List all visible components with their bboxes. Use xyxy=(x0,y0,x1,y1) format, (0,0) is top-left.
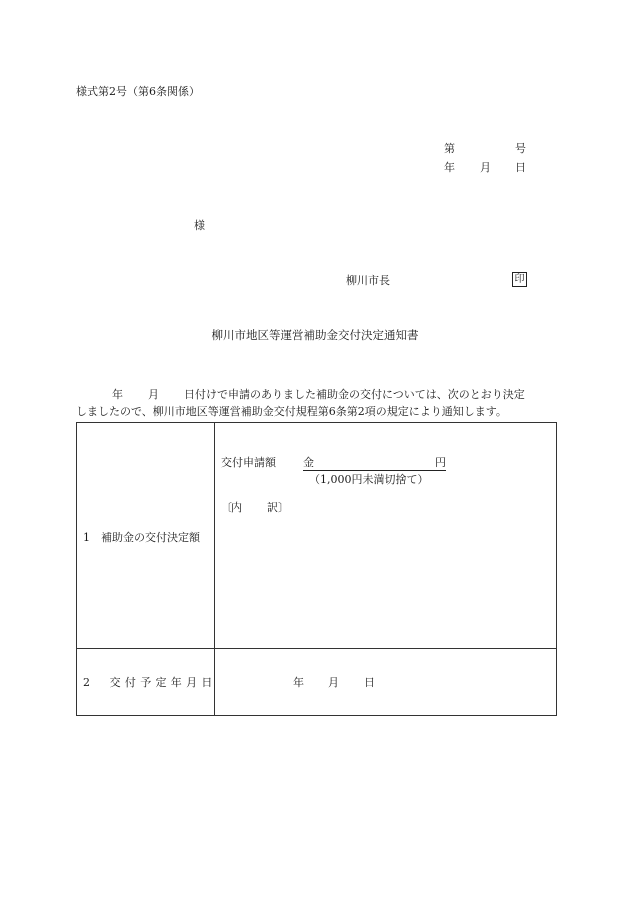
issue-date-year: 年 xyxy=(444,161,455,174)
body-year: 年 xyxy=(112,388,123,401)
addressee-honorific: 様 xyxy=(194,219,205,232)
body-line-1-text: 日付けで申請のありました補助金の交付については、次のとおり決定 xyxy=(184,388,525,401)
document-title: 柳川市地区等運営補助金交付決定通知書 xyxy=(211,328,419,342)
row-2-label: 2 交付予定年月日 xyxy=(83,676,217,689)
table-row-divider xyxy=(77,648,556,649)
amount-yen: 円 xyxy=(435,456,446,469)
rounding-note: （1,000円未満切捨て） xyxy=(309,473,429,486)
scheduled-date-day: 日 xyxy=(364,676,375,689)
document-number-suffix: 号 xyxy=(515,142,526,155)
request-amount-label: 交付申請額 xyxy=(221,456,276,469)
form-number: 様式第2号（第6条関係） xyxy=(76,85,200,98)
amount-field xyxy=(303,457,446,471)
document-number-prefix: 第 xyxy=(444,142,455,155)
grant-decision-table: 1 補助金の交付決定額 交付申請額 金 円 （1,000円未満切捨て） 〔 内 訳 〕 2 交付予定年月日 年 月 日 xyxy=(76,422,557,716)
row-1-label: 1 補助金の交付決定額 xyxy=(83,531,200,544)
seal-stamp: 印 xyxy=(512,272,527,287)
issue-date-day: 日 xyxy=(515,161,526,174)
issuer-name: 柳川市長 xyxy=(346,274,390,287)
body-text-line-2: しましたので、柳川市地区等運営補助金交付規程第6条第2項の規定により通知します。 xyxy=(76,405,507,418)
body-month: 月 xyxy=(148,388,159,401)
issue-date-month: 月 xyxy=(480,161,491,174)
table-column-divider xyxy=(214,423,215,715)
scheduled-date-month: 月 xyxy=(328,676,339,689)
scheduled-date-year: 年 xyxy=(293,676,304,689)
amount-kin: 金 xyxy=(303,456,314,469)
